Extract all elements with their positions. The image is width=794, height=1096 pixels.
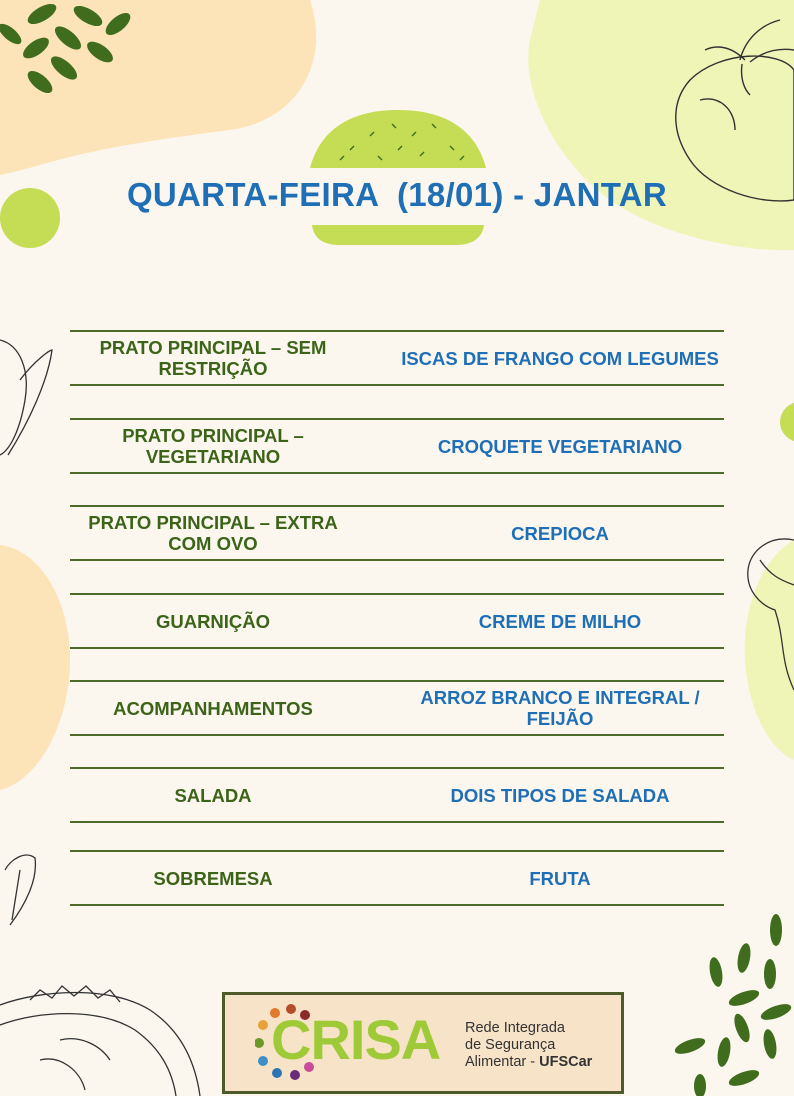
menu-item-value: DOIS TIPOS DE SALADA [450, 784, 670, 806]
logo-line-3-bold: UFSCar [539, 1054, 593, 1070]
menu-row [70, 418, 724, 472]
row-divider-bottom [70, 904, 724, 906]
menu-item-label: SALADA [174, 784, 252, 806]
menu-row [70, 505, 724, 559]
logo-line-3-prefix: Alimentar - [465, 1054, 540, 1070]
menu-item-value: CREME DE MILHO [478, 610, 642, 632]
green-blob-right [745, 540, 794, 760]
menu-item-label: PRATO PRINCIPAL – VEGETARIANO [122, 425, 304, 467]
taco-sketch [0, 986, 200, 1096]
menu-row [70, 767, 724, 821]
title-bun-top [310, 110, 486, 168]
logo-line-2: de Segurança [465, 1037, 556, 1053]
row-divider-bottom [70, 734, 724, 736]
menu-item-label: SOBREMESA [153, 867, 273, 889]
row-divider-bottom [70, 821, 724, 823]
row-divider-bottom [70, 647, 724, 649]
logo-caption [465, 1020, 592, 1071]
logo-wordmark: CRISA [271, 1008, 441, 1071]
menu-row [70, 330, 724, 384]
menu-row [70, 680, 724, 734]
page-title: QUARTA-FEIRA (18/01) - JANTAR [126, 176, 668, 213]
menu-item-value: ISCAS DE FRANGO COM LEGUMES [401, 347, 719, 369]
menu-item-label: PRATO PRINCIPAL – SEM RESTRIÇÃO [99, 337, 327, 379]
menu-item-value: ARROZ BRANCO E INTEGRAL / FEIJÃO [420, 687, 700, 729]
logo-line-3 [465, 1054, 592, 1071]
green-dot-right [780, 402, 794, 442]
crisa-logo [222, 992, 624, 1094]
menu-item-value: FRUTA [529, 867, 591, 889]
menu-row [70, 850, 724, 904]
menu-item-label: ACOMPANHAMENTOS [113, 697, 313, 719]
title-bun-bottom [312, 225, 484, 245]
peach-blob-left [0, 545, 70, 790]
menu-row [70, 593, 724, 647]
menu-item-value: CREPIOCA [511, 522, 609, 544]
row-divider-bottom [70, 472, 724, 474]
menu-item-value: CROQUETE VEGETARIANO [437, 435, 683, 457]
leaf-dots-bottom-right [673, 914, 793, 1096]
menu-item-label: PRATO PRINCIPAL – EXTRA COM OVO [88, 512, 338, 554]
row-divider-bottom [70, 384, 724, 386]
logo-line-1: Rede Integrada [465, 1020, 565, 1036]
row-divider-bottom [70, 559, 724, 561]
menu-item-label: GUARNIÇÃO [155, 610, 271, 632]
